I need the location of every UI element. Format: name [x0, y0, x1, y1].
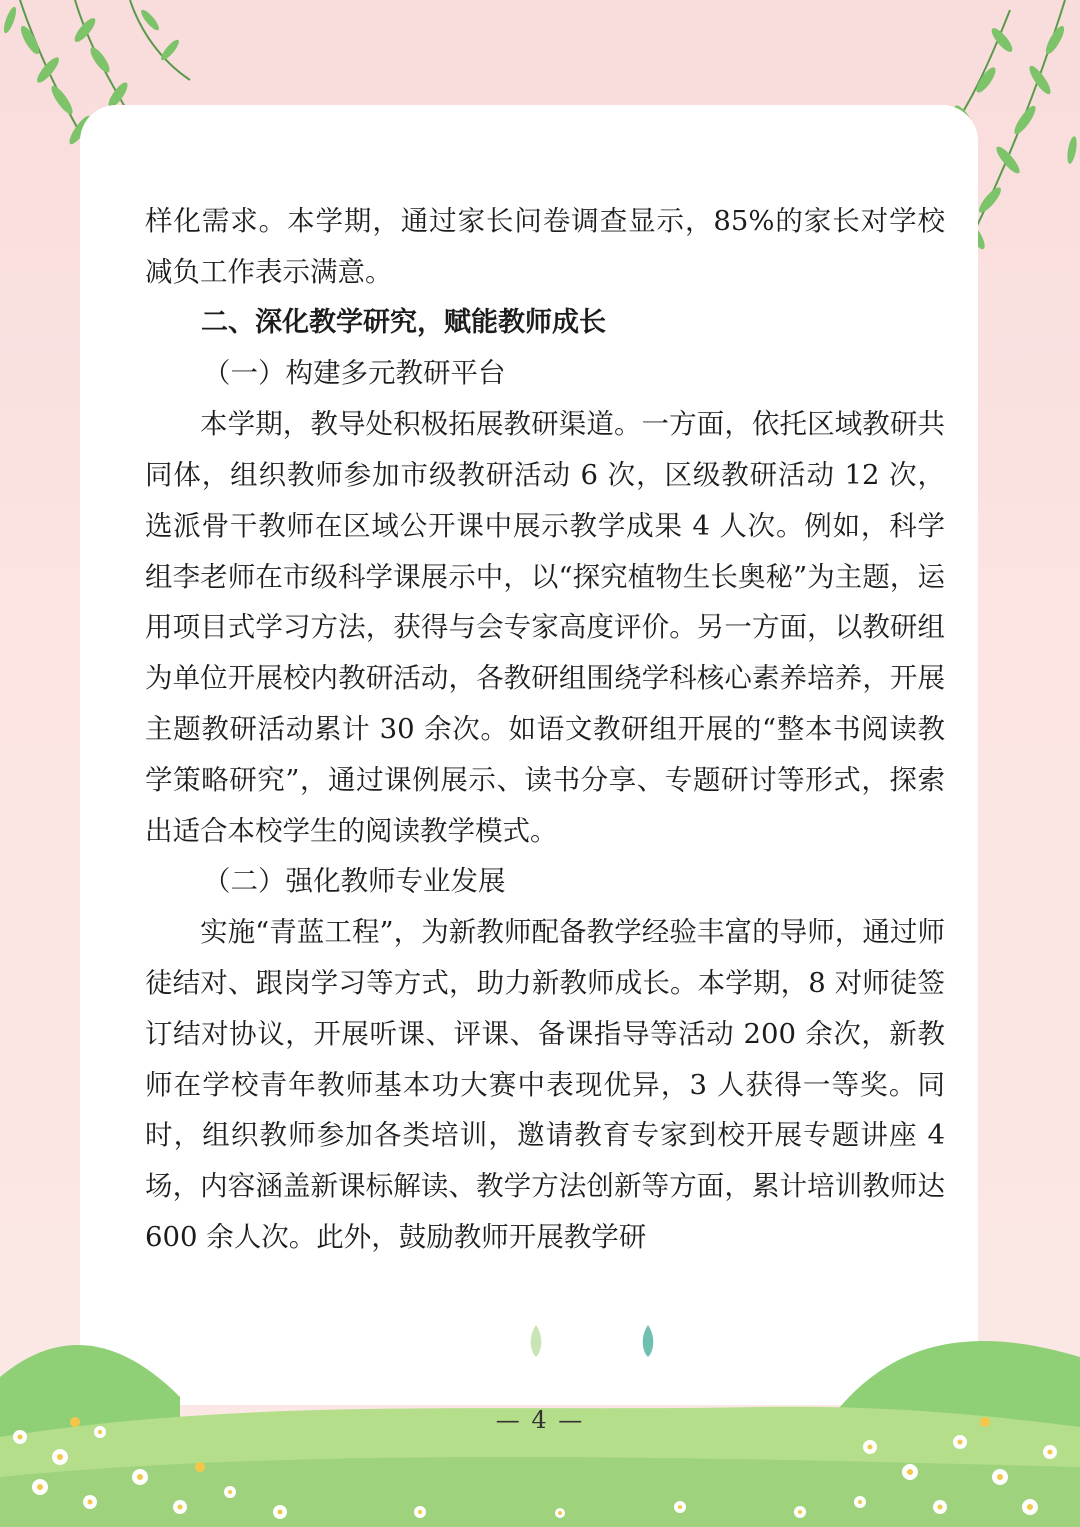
subsection-heading: （二）强化教师专业发展: [203, 865, 506, 898]
page-number: — 4 —: [495, 1406, 585, 1434]
paragraph-body: 实施“青蓝工程”，为新教师配备教学经验丰富的导师，通过师徒结对、跟岗学习等方式，助力新教师成长。本学期，8 对师徒签订结对协议，开展听课、评课、备课指导等活动 200 余次，新教师在学校青年教师基本功大赛中表现优异，3 人获得一等奖。同时，组织教师参加各类培训，邀请教育专家到校开展专题讲座 4 场，内容涵盖新课标解读、教学方法创新等方面，累计培训教师达 600 余人次。此外，鼓励教师开展教学研: [145, 916, 945, 1253]
paragraph-continuation: 样化需求。本学期，通过家长问卷调查显示，85%的家长对学校减负工作表示满意。: [145, 205, 945, 288]
section-heading: 二、深化教学研究，赋能教师成长: [201, 306, 606, 338]
subsection-heading: （一）构建多元教研平台: [203, 357, 506, 390]
document-body: [145, 196, 945, 1263]
paragraph-body: 本学期，教导处积极拓展教研渠道。一方面，依托区域教研共同体，组织教师参加市级教研活动 6 次，区级教研活动 12 次，选派骨干教师在区域公开课中展示教学成果 4 人次。例如，科学组李老师在市级科学课展示中，以“探究植物生长奥秘”为主题，运用项目式学习方法，获得与会专家高度评价。另一方面，以教研组为单位开展校内教研活动，各教研组围绕学科核心素养培养，开展主题教研活动累计 30 余次。如语文教研组开展的“整本书阅读教学策略研究”，通过课例展示、读书分享、专题研讨等形式，探索出适合本校学生的阅读教学模式。: [145, 408, 945, 847]
